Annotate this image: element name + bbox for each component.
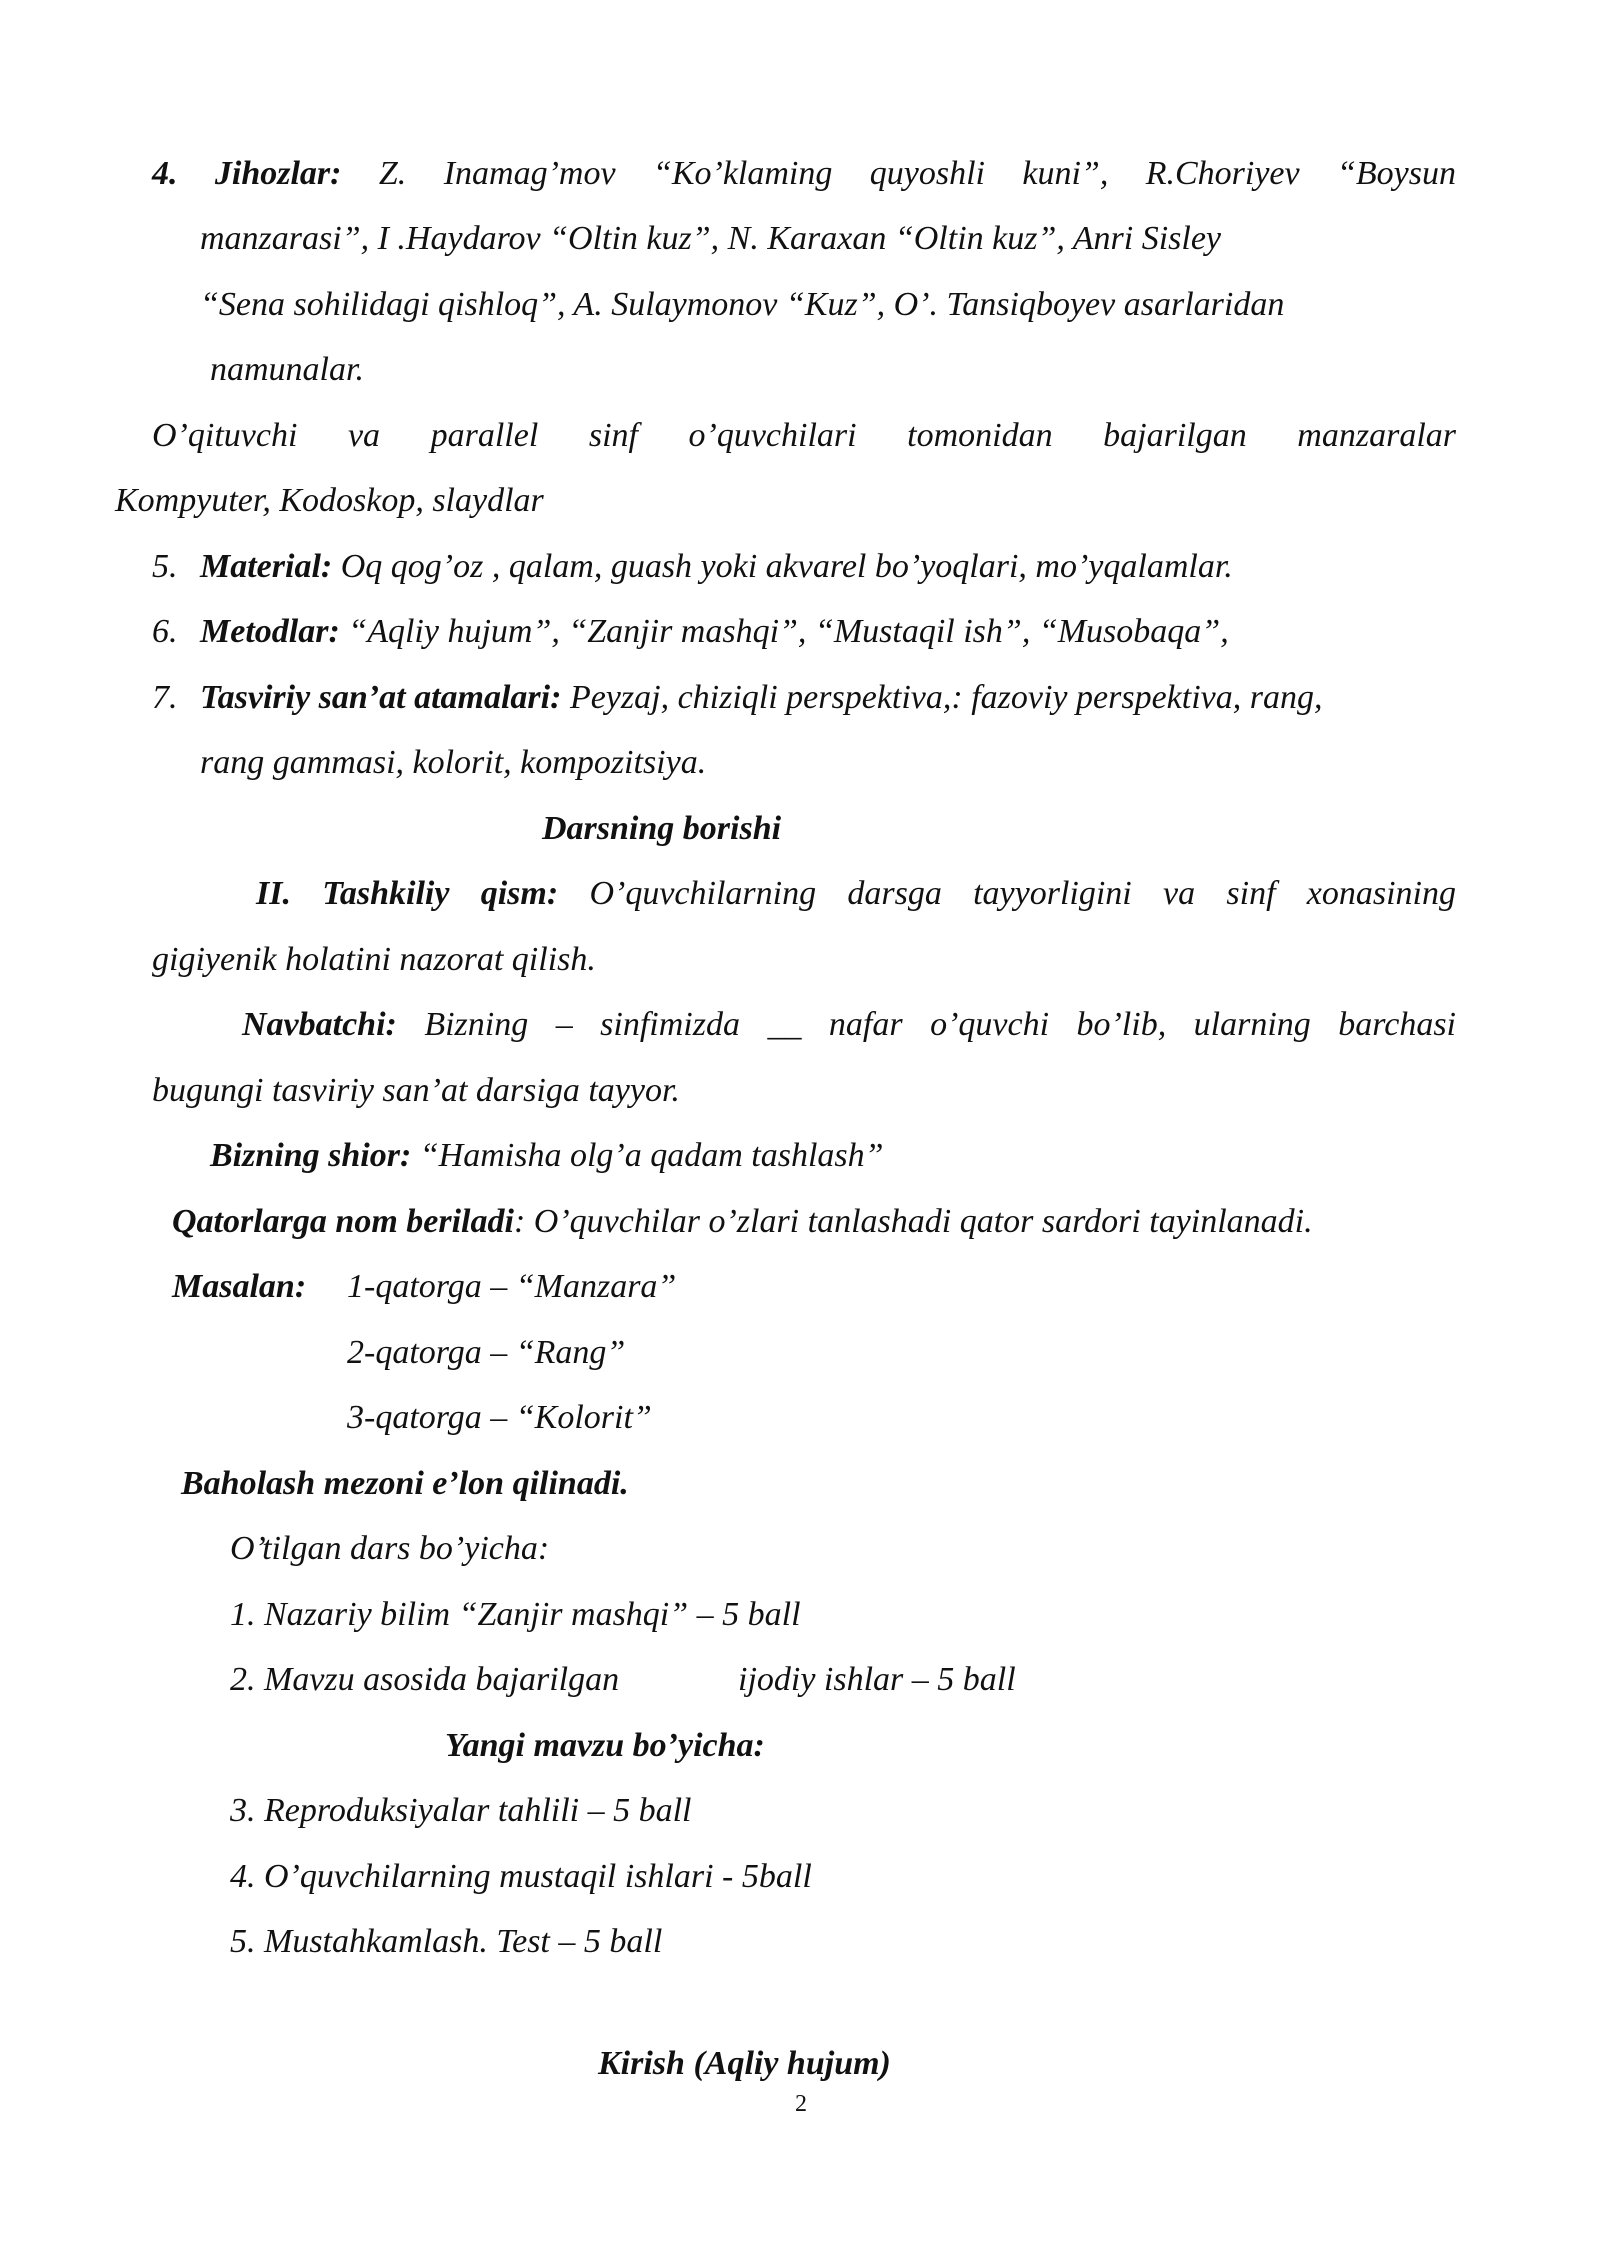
new-item-2: 4. O’quvchilarning mustaqil ishlari - 5ball xyxy=(230,1858,812,1895)
past-item-2: 2. Mavzu asosida bajarilgan xyxy=(230,1661,620,1698)
rows-naming-text: : O’quvchilar o’zlari tanlashadi qator sardori tayinlanadi. xyxy=(513,1203,1313,1240)
example-row-3: 3-qatorga – “Kolorit” xyxy=(347,1399,652,1436)
motto-text: “Hamisha olg’a qadam tashlash” xyxy=(411,1137,884,1174)
new-topic-heading: Yangi mavzu bo’yicha: xyxy=(445,1727,765,1764)
rows-naming xyxy=(172,1205,1313,1239)
motto-label: Bizning shior: xyxy=(210,1137,412,1174)
org-part-line2: gigiyenik holatini nazorat qilish. xyxy=(152,941,596,978)
teacher-line: O’qituvchi va parallel sinf o’quvchilari tomonidan bajarilgan manzaralar xyxy=(152,417,1456,454)
item5-text: Oq qog’oz , qalam, guash yoki akvarel bo’yoqlari, mo’yqalamlar. xyxy=(332,548,1233,585)
item7-number: 7. xyxy=(152,679,178,716)
item4-line4: namunalar. xyxy=(210,351,364,388)
lesson-heading: Darsning borishi xyxy=(542,810,782,847)
item4-label: 4. Jihozlar: xyxy=(152,155,342,192)
item4-text-1: Z. Inamag’mov “Ko’klaming quyoshli kuni”, R.Choriyev “Boysun xyxy=(378,155,1457,192)
item7-label: Tasviriy san’at atamalari: xyxy=(200,679,562,716)
org-part-label: II. Tashkiliy qism: xyxy=(256,875,559,912)
intro-heading: Kirish (Aqliy hujum) xyxy=(598,2045,891,2082)
duty-line2: bugungi tasviriy san’at darsiga tayyor. xyxy=(152,1072,680,1109)
example-label: Masalan: xyxy=(172,1268,307,1305)
rows-naming-label: Qatorlarga nom beriladi xyxy=(172,1203,514,1240)
item5-label: Material: xyxy=(200,548,333,585)
item5 xyxy=(152,548,1233,585)
example-row-2: 2-qatorga – “Rang” xyxy=(347,1334,626,1371)
duty-label: Navbatchi: xyxy=(242,1006,397,1043)
item7 xyxy=(152,679,1323,716)
item4-line3: “Sena sohilidagi qishloq”, A. Sulaymonov “Kuz”, O’. Tansiqboyev asarlaridan xyxy=(200,286,1285,323)
item6-text: “Aqliy hujum”, “Zanjir mashqi”, “Mustaqil ish”, “Musobaqa”, xyxy=(339,613,1229,650)
item6-label: Metodlar: xyxy=(200,613,340,650)
past-item-2-continued: ijodiy ishlar – 5 ball xyxy=(738,1661,1016,1698)
motto xyxy=(210,1139,884,1173)
org-part-text-1: O’quvchilarning darsga tayyorligini va sinf xonasining xyxy=(589,875,1457,912)
item7-text-1: Peyzaj, chiziqli perspektiva,: fazoviy perspektiva, rang, xyxy=(561,679,1323,716)
example-row-1: 1-qatorga – “Manzara” xyxy=(347,1268,677,1305)
duty-text-1: Bizning – sinfimizda __ nafar o’quvchi bo’lib, ularning barchasi xyxy=(424,1006,1457,1043)
duty-line1 xyxy=(242,1008,1456,1042)
item7-line2: rang gammasi, kolorit, kompozitsiya. xyxy=(200,744,707,781)
past-lesson-label: O’tilgan dars bo’yicha: xyxy=(230,1530,550,1567)
criteria-heading: Baholash mezoni e’lon qilinadi. xyxy=(181,1465,629,1502)
item6-number: 6. xyxy=(152,613,178,650)
item5-number: 5. xyxy=(152,548,178,585)
item4-line2: manzarasi”, I .Haydarov “Oltin kuz”, N. Karaxan “Oltin kuz”, Anri Sisley xyxy=(200,220,1222,257)
past-item-1: 1. Nazariy bilim “Zanjir mashqi” – 5 ball xyxy=(230,1596,801,1633)
item6 xyxy=(152,613,1229,650)
new-item-1: 3. Reproduksiyalar tahlili – 5 ball xyxy=(230,1792,692,1829)
new-item-3: 5. Mustahkamlash. Test – 5 ball xyxy=(230,1923,663,1960)
page-number: 2 xyxy=(795,2091,807,2117)
equipment-line: Kompyuter, Kodoskop, slaydlar xyxy=(115,482,544,519)
item4-line1 xyxy=(152,157,1456,191)
org-part-line1 xyxy=(256,877,1456,911)
